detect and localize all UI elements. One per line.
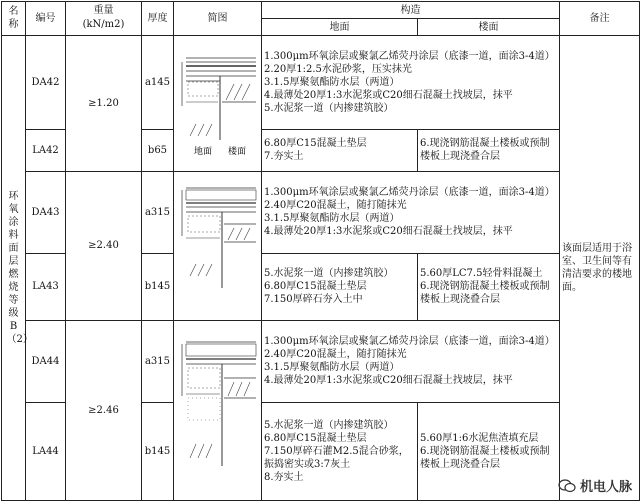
step-line: 7.夯实土 <box>264 151 304 163</box>
sketch-group-2 <box>174 171 262 320</box>
header-weight: 重量 (kN/m2) <box>66 2 142 36</box>
step-line: 6.现浇钢筋混凝土楼板或预制楼板上现浇叠合层 <box>420 138 550 163</box>
step-line: 5.水泥浆一道（内掺建筑胶） <box>264 268 394 280</box>
step-line: 5.水泥浆一道（内掺建筑胶） <box>264 419 394 431</box>
step-line: 1.300μm环氧涂层或聚氯乙烯荧丹涂层（底漆一道，面涂3-4道） <box>264 187 555 199</box>
step-line: 2.40厚C20混凝土，随打随抹光 <box>264 200 407 212</box>
step-line: 4.最薄处20厚1:3水泥浆或C20细石混凝土找坡层，抹平 <box>264 375 513 387</box>
section-sketch-2 <box>176 176 262 316</box>
watermark <box>558 476 632 495</box>
floor-steps-group-1 <box>418 129 560 171</box>
thickness-da44: a315 <box>142 321 174 403</box>
step-line: 7.150厚碎石夯入土中 <box>264 294 363 306</box>
category-label: 环氧涂料面层燃烧等级B（2） <box>6 190 33 345</box>
floor-steps-group-2 <box>418 253 560 320</box>
weight-group-2: ≥2.40 <box>66 171 142 320</box>
weight-group-1: ≥1.20 <box>66 35 142 171</box>
row-code-da44: DA44 <box>26 321 66 403</box>
step-line: 5.60厚LC7.5轻骨料混凝土 <box>420 268 543 280</box>
step-line: 2.20厚1:2.5水泥砂浆，压实抹光 <box>264 63 412 75</box>
step-line: 6.80厚C15混凝土垫层 <box>264 138 367 150</box>
header-code: 编号 <box>26 2 66 36</box>
sketch-label-ground: 地面 <box>194 147 213 158</box>
row-code-la44: LA44 <box>26 402 66 500</box>
ground-steps-group-1 <box>262 129 418 171</box>
section-sketch-1 <box>176 40 262 166</box>
header-thickness: 厚度 <box>142 2 174 36</box>
row-code-da42: DA42 <box>26 35 66 129</box>
step-line: 5.60厚1:6水泥焦渣填充层 <box>420 432 539 444</box>
common-steps-group-2 <box>262 171 560 253</box>
ground-steps-group-3 <box>262 402 418 500</box>
thickness-la44: b145 <box>142 402 174 500</box>
row-code-la43: LA43 <box>26 253 66 320</box>
floor-steps-group-3 <box>418 402 560 500</box>
step-line: 6.80厚C15混凝土垫层 <box>264 432 367 444</box>
row-code-la42: LA42 <box>26 129 66 171</box>
step-line: 3.1.5厚聚氨酯防水层（两道） <box>264 362 400 374</box>
step-line: 8.夯实土 <box>264 471 304 483</box>
step-line: 4.最薄处20厚1:3水泥浆或C20细石混凝土找坡层，抹平 <box>264 89 513 101</box>
step-line: 6.现浇钢筋混凝土楼板或预制楼板上现浇叠合层 <box>420 281 550 306</box>
weight-group-3: ≥2.46 <box>66 321 142 501</box>
step-line: 3.1.5厚聚氨酯防水层（两道） <box>264 213 400 225</box>
watermark-text: 机电人脉 <box>579 480 632 495</box>
row-code-da43: DA43 <box>26 171 66 253</box>
step-line: 6.80厚C15混凝土垫层 <box>264 281 367 293</box>
header-ground: 地面 <box>262 19 418 35</box>
wechat-icon <box>558 479 576 493</box>
thickness-da42: a145 <box>142 35 174 129</box>
thickness-la43: b145 <box>142 253 174 320</box>
sketch-label-floor: 楼面 <box>228 147 247 158</box>
step-line: 2.40厚C20混凝土，随打随抹光 <box>264 349 407 361</box>
header-remarks: 备注 <box>560 2 640 36</box>
step-line: 6.现浇钢筋混凝土楼板或预制楼板上现浇叠合层 <box>420 445 550 470</box>
step-line: 7.150厚碎石灌M2.5混合砂浆，振捣密实或3:7灰土 <box>264 445 409 470</box>
thickness-da43: a315 <box>142 171 174 253</box>
step-line: 1.300μm环氧涂层或聚氯乙烯荧丹涂层（底漆一道，面涂3-4道） <box>264 50 555 62</box>
sketch-group-3 <box>174 321 262 501</box>
common-steps-group-3 <box>262 321 560 403</box>
remarks-cell: 该面层适用于浴室、卫生间等有清洁要求的楼地面。 <box>560 35 640 500</box>
construction-spec-table <box>1 1 640 501</box>
category-cell <box>2 35 33 500</box>
header-name: 名称 <box>2 2 26 36</box>
step-line: 3.1.5厚聚氨酯防水层（两道） <box>264 76 400 88</box>
section-sketch-3 <box>176 326 262 496</box>
header-sketch: 简图 <box>174 2 262 36</box>
header-construction: 构造 <box>262 2 560 19</box>
thickness-la42: b65 <box>142 129 174 171</box>
header-floor: 楼面 <box>418 19 560 35</box>
common-steps-group-1 <box>262 35 560 129</box>
step-line: 5.水泥浆一道（内掺建筑胶） <box>264 102 394 114</box>
step-line: 1.300μm环氧涂层或聚氯乙烯荧丹涂层（底漆一道，面涂3-4道） <box>264 336 555 348</box>
step-line: 4.最薄处20厚1:3水泥浆或C20细石混凝土找坡层，抹平 <box>264 226 513 238</box>
sketch-group-1 <box>174 35 262 171</box>
ground-steps-group-2 <box>262 253 418 320</box>
